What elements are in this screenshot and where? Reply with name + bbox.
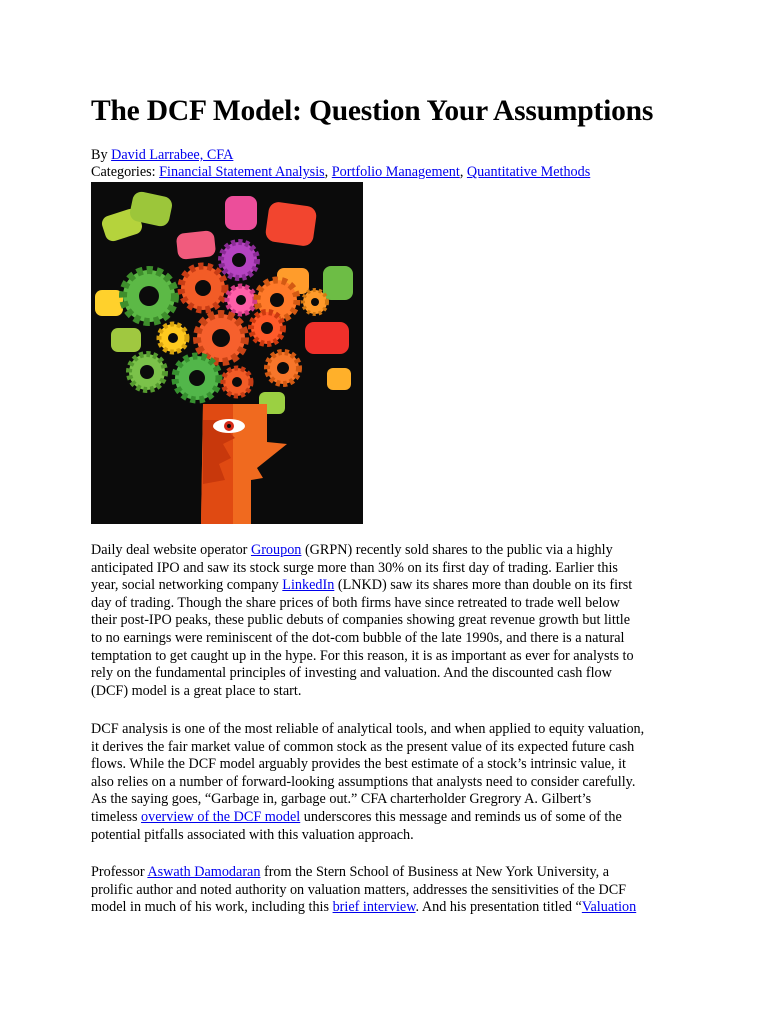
groupon-link[interactable]: Groupon <box>250 542 302 558</box>
text-line: rely on the fundamental principles of investing and valuation. And the discounted cash flow <box>91 665 612 682</box>
text: (LNKD) saw its shares more than double on its first <box>334 577 633 594</box>
category-separator: , <box>459 164 467 180</box>
text-line: (DCF) model is a great place to start. <box>91 682 302 699</box>
text: (GRPN) recently sold shares to the public via a highly <box>301 542 613 558</box>
category-link-financial-statement-analysis[interactable]: Financial Statement Analysis <box>159 164 325 180</box>
text: Daily deal website operator <box>91 542 251 558</box>
paragraph-intro <box>91 542 681 700</box>
hero-image <box>91 182 363 524</box>
byline <box>91 147 691 164</box>
text-line: anticipated IPO and saw its stock surge more than 30% on its first day of trading. Earlier this <box>91 559 618 576</box>
text: year, social networking company <box>91 577 283 594</box>
text-line: to no earnings were reminiscent of the dot-com bubble of the late 1990s, and there is a natural <box>91 629 625 646</box>
eye-icon <box>213 419 245 433</box>
text: model in much of his work, including this <box>91 899 333 916</box>
text-line: it derives the fair market value of common stock as the present value of its expected future cash <box>91 738 635 755</box>
category-link-portfolio-management[interactable]: Portfolio Management <box>331 164 460 180</box>
aswath-damodaran-link[interactable]: Aswath Damodaran <box>147 864 261 880</box>
author-link[interactable]: David Larrabee, CFA <box>111 147 234 163</box>
text-line: prolific author and noted authority on valuation matters, addresses the sensitivities of the DCF <box>91 881 627 898</box>
categories <box>91 164 691 181</box>
text-line: their post-IPO peaks, these public debuts of companies showing great revenue growth but little <box>91 612 631 629</box>
category-link-quantitative-methods[interactable]: Quantitative Methods <box>466 164 591 180</box>
dcf-overview-link[interactable]: overview of the DCF model <box>141 808 301 825</box>
category-separator: , <box>324 164 332 180</box>
categories-prefix: Categories: <box>91 164 160 180</box>
article-title: The DCF Model: Question Your Assumptions <box>91 95 654 127</box>
text: Professor <box>91 864 148 880</box>
text-line: day of trading. Though the share prices of both firms have since retreated to trade well below <box>91 594 620 611</box>
text-line: As the saying goes, “Garbage in, garbage out.” CFA charterholder Gregrory A. Gilbert’s <box>91 791 592 808</box>
text-line: also relies on a number of forward-looking assumptions that analysts need to consider carefully. <box>91 773 636 790</box>
text-line: potential pitfalls associated with this valuation approach. <box>91 826 414 843</box>
text: underscores this message and reminds us of some of the <box>300 808 622 825</box>
text-line: temptation to get caught up in the hype. For this reason, it is as important as ever for analysts to <box>91 647 634 664</box>
valuation-presentation-link[interactable]: Valuation <box>581 899 637 916</box>
paragraph-dcf-analysis <box>91 721 681 844</box>
text-line: DCF analysis is one of the most reliable of analytical tools, and when applied to equity valuation, <box>91 721 645 737</box>
text: from the Stern School of Business at New York University, a <box>260 864 610 880</box>
text: timeless <box>91 808 142 825</box>
paragraph-damodaran <box>91 864 681 917</box>
linkedin-link[interactable]: LinkedIn <box>282 577 335 594</box>
brief-interview-link[interactable]: brief interview <box>332 899 416 916</box>
text-line: flows. While the DCF model arguably provides the best estimate of a stock’s intrinsic value, it <box>91 756 626 773</box>
text: . And his presentation titled “ <box>415 899 582 916</box>
byline-prefix: By <box>91 147 112 163</box>
